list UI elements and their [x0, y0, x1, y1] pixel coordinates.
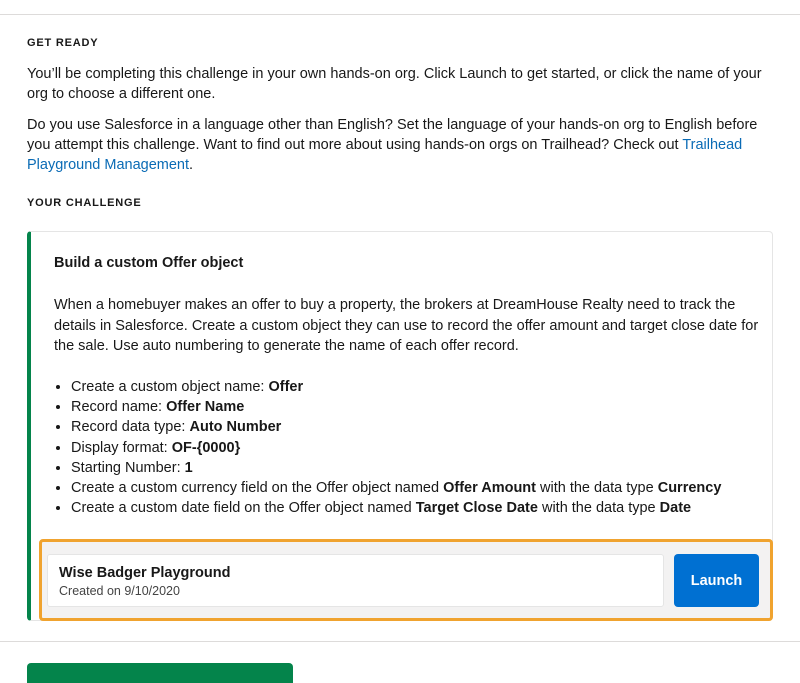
- requirement-value: Target Close Date: [415, 500, 538, 517]
- requirement-value: Auto Number: [189, 419, 282, 436]
- challenge-description: When a homebuyer makes an offer to buy a property, the brokers at DreamHouse Realty need to track the details in Salesforce. Create a custom object they can use to record the offer amount and target close date for the sale. Use auto numbering to generate the name of each offer record.: [54, 297, 759, 354]
- requirement-text: Record data type:: [71, 419, 190, 436]
- launch-button[interactable]: Launch: [674, 554, 759, 607]
- requirement-value: Offer: [268, 379, 304, 395]
- your-challenge-heading: YOUR CHALLENGE: [27, 197, 142, 209]
- requirement-text: with the data type: [537, 500, 660, 517]
- requirement-item: [71, 478, 781, 498]
- requirement-text: Display format:: [71, 439, 172, 456]
- requirement-text: Starting Number:: [71, 459, 185, 476]
- org-name: Wise Badger Playground: [59, 565, 231, 581]
- get-ready-intro: You’ll be completing this challenge in your own hands-on org. Click Launch to get started, or click the name of your org to choose a different one.: [27, 66, 762, 102]
- requirement-item: [71, 438, 781, 458]
- get-ready-heading: GET READY: [27, 37, 99, 49]
- requirement-value: Currency: [657, 480, 722, 497]
- requirement-value: Offer Name: [166, 399, 245, 416]
- requirement-value: Offer Amount: [443, 480, 536, 497]
- requirement-value: Date: [659, 500, 692, 517]
- requirement-item: [71, 498, 781, 518]
- requirement-text: Create a custom date field on the Offer object named: [71, 500, 416, 517]
- requirement-item: [71, 458, 781, 478]
- requirement-item: [71, 377, 781, 397]
- bottom-divider: [0, 641, 800, 642]
- requirement-item: [71, 417, 781, 437]
- language-note: [27, 115, 777, 175]
- check-challenge-button[interactable]: [27, 663, 293, 683]
- language-note-end: .: [189, 157, 194, 173]
- requirement-text: Create a custom object name:: [71, 379, 269, 395]
- requirement-text: with the data type: [536, 480, 658, 497]
- requirement-item: [71, 397, 781, 417]
- language-note-text: Do you use Salesforce in a language other than English? Set the language of your hands-on org to English before you attempt this challenge. Want to find out more about using hands-on orgs on Trailhead? Check out: [27, 117, 758, 153]
- org-selector[interactable]: [47, 554, 664, 607]
- org-created-date: Created on 9/10/2020: [59, 584, 180, 598]
- requirement-text: Create a custom currency field on the Offer object named: [71, 480, 444, 497]
- requirements-list: [54, 377, 781, 518]
- requirement-text: Record name:: [71, 399, 167, 416]
- requirement-value: 1: [184, 459, 193, 476]
- org-launch-panel: [39, 539, 773, 621]
- challenge-title: Build a custom Offer object: [54, 255, 244, 271]
- trailhead-playground-management-link[interactable]: Trailhead Playground Management: [27, 137, 743, 173]
- top-divider: [0, 0, 800, 15]
- requirement-value: OF-{0000}: [171, 439, 241, 456]
